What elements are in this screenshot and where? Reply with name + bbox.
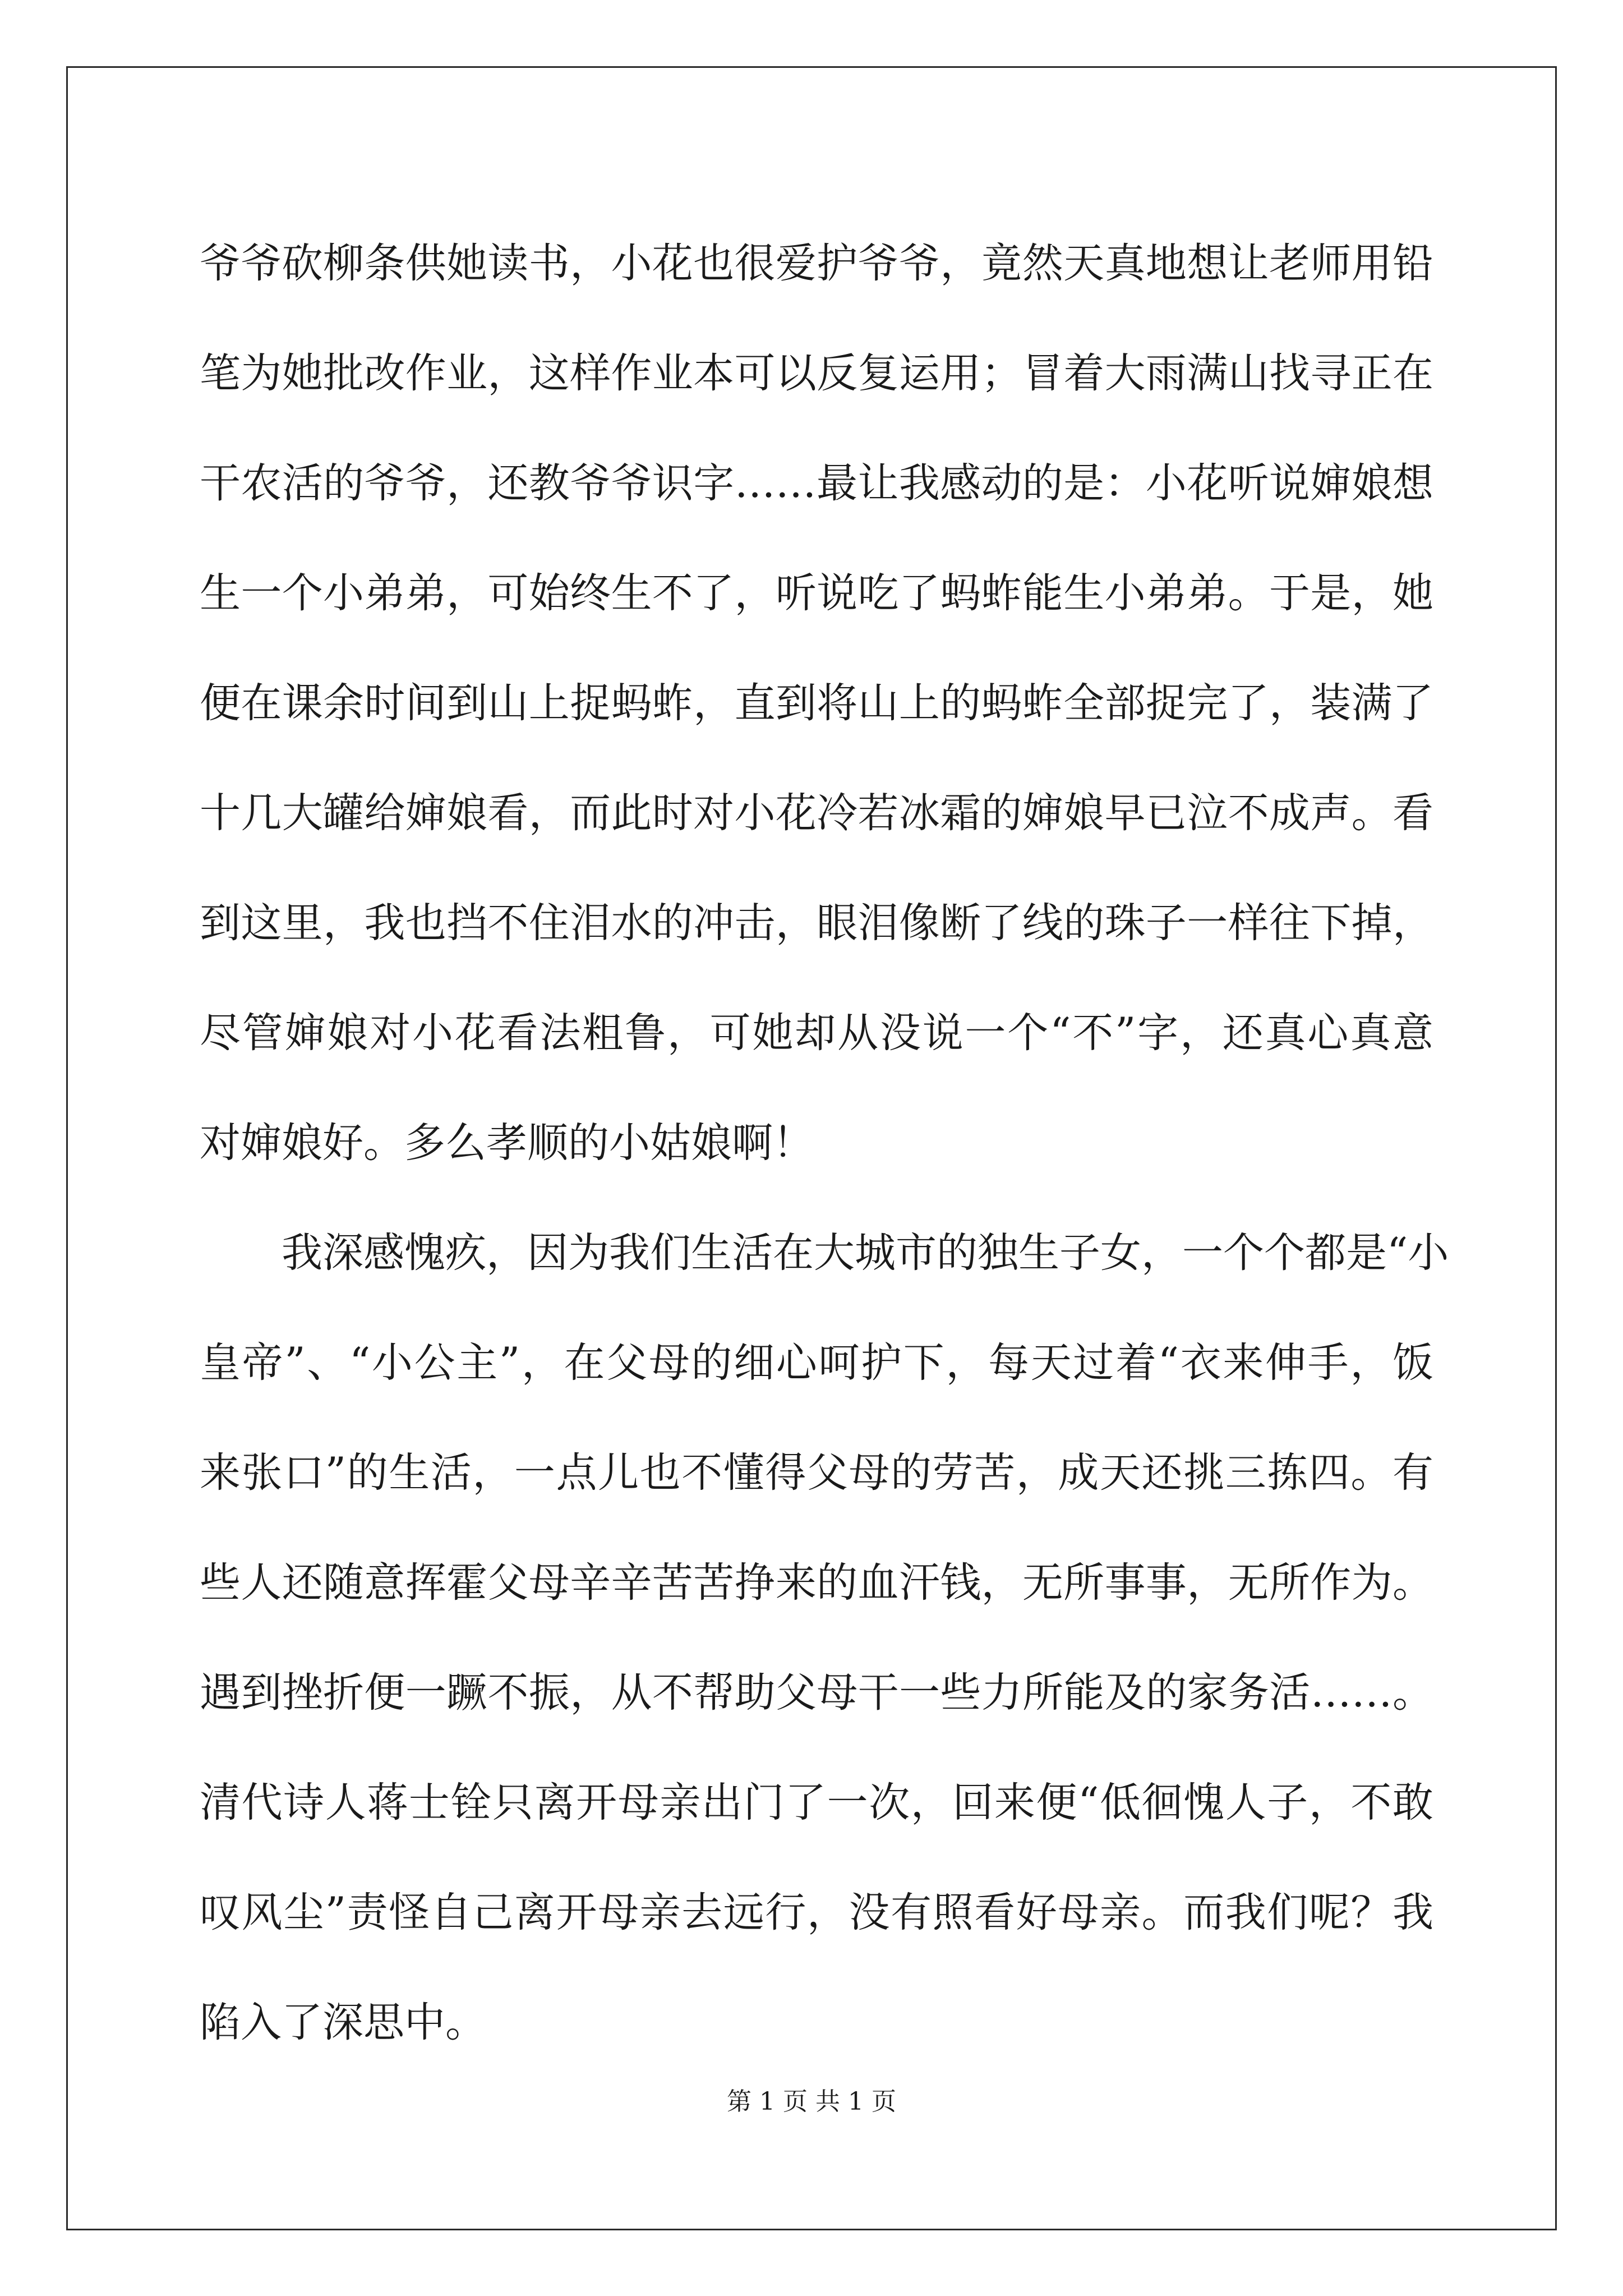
text-line: 爷爷砍柳条供她读书，小花也很爱护爷爷，竟然天真地想让老师用铅	[200, 240, 1433, 287]
text-line: 陷入了深思中。	[200, 1999, 486, 2046]
text-line: 我深感愧疚，因为我们生活在大城市的独生子女，一个个都是“小	[282, 1229, 1449, 1277]
text-line: 尽管婶娘对小花看法粗鲁，可她却从没说一个“不”字，还真心真意	[200, 1009, 1433, 1057]
text-line: 笔为她批改作业，这样作业本可以反复运用；冒着大雨满山找寻正在	[200, 349, 1433, 397]
page-number-footer: 第 1 页 共 1 页	[727, 2087, 896, 2116]
text-line: 到这里，我也挡不住泪水的冲击，眼泪像断了线的珠子一样往下掉，	[200, 899, 1433, 947]
document-body	[200, 209, 1449, 2078]
text-line: 干农活的爷爷，还教爷爷识字……最让我感动的是：小花听说婶娘想	[200, 459, 1433, 507]
paragraph-1	[200, 209, 1433, 1198]
text-line: 十几大罐给婶娘看，而此时对小花冷若冰霜的婶娘早已泣不成声。看	[200, 789, 1433, 837]
text-line: 对婶娘好。多么孝顺的小姑娘啊！	[200, 1119, 814, 1167]
text-line: 来张口”的生活，一点儿也不懂得父母的劳苦，成天还挑三拣四。有	[200, 1449, 1433, 1497]
text-line: 遇到挫折便一蹶不振，从不帮助父母干一些力所能及的家务活……。	[200, 1669, 1433, 1717]
text-line: 些人还随意挥霍父母辛辛苦苦挣来的血汗钱，无所事事，无所作为。	[200, 1559, 1433, 1607]
text-line: 便在课余时间到山上捉蚂蚱，直到将山上的蚂蚱全部捉完了，装满了	[200, 679, 1433, 727]
text-line: 皇帝”、“小公主”，在父母的细心呵护下，每天过着“衣来伸手，饭	[200, 1339, 1433, 1387]
text-line: 生一个小弟弟，可始终生不了，听说吃了蚂蚱能生小弟弟。于是，她	[200, 569, 1433, 617]
text-line: 清代诗人蒋士铨只离开母亲出门了一次，回来便“低徊愧人子，不敢	[200, 1779, 1433, 1826]
paragraph-2	[200, 1198, 1449, 2078]
text-line: 叹风尘”责怪自己离开母亲去远行，没有照看好母亲。而我们呢？我	[200, 1889, 1433, 1936]
